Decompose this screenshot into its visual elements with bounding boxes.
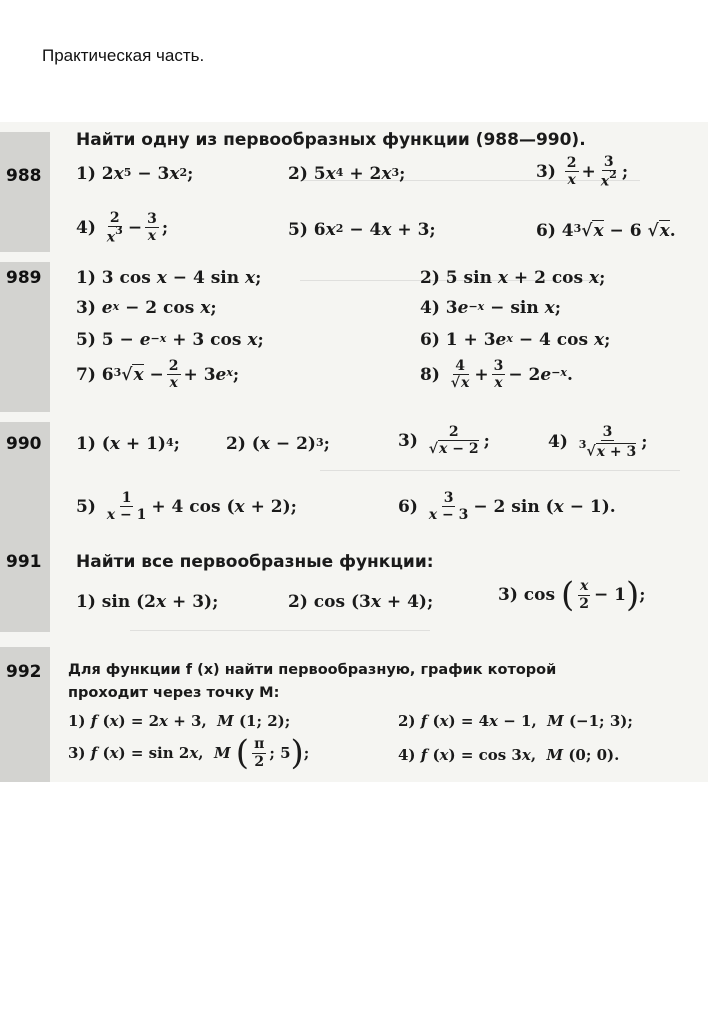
task-989-item-4: 4) 3 e $^{-x}$ − sin x ;	[420, 298, 562, 318]
task-992-item-4: 4) f ( x ) = cos 3 x , M (0; 0).	[398, 746, 620, 764]
page-heading: Практическая часть.	[42, 46, 205, 65]
task-988-item-2: 2) 5 x $^4$ + 2 x $^3$ ;	[288, 164, 406, 184]
task-988-item-6: 6) 4 $^3$ √ x − 6 √ x .	[536, 220, 676, 241]
task-991-item-1: 1) sin (2 x + 3);	[76, 592, 219, 612]
task-number-990: 990	[6, 434, 42, 454]
task-990-item-4: 4) $\frac{3}{^3√x + 3}$ ;	[548, 424, 648, 460]
bleed-through-4	[130, 622, 430, 631]
task-992-instruction-line1: Для функции f (x) найти первообразную, график которой	[68, 662, 557, 678]
task-988-instruction: Найти одну из первообразных функции (988—990).	[76, 130, 586, 150]
task-989-item-3: 3) e $^x$ − 2 cos x ;	[76, 298, 217, 318]
task-991-instruction: Найти все первообразные функции:	[76, 552, 434, 572]
task-991-item-2: 2) cos (3 x + 4);	[288, 592, 434, 612]
task-990-item-5: 5) $\frac{1}{x - 1}$ + 4 cos ( x + 2);	[76, 490, 297, 524]
task-989-item-1: 1) 3 cos x − 4 sin x ;	[76, 268, 262, 288]
task-990-item-1: 1) ( x + 1) $^4$ ;	[76, 434, 180, 454]
task-992-item-2: 2) f ( x ) = 4 x − 1, M (−1; 3);	[398, 712, 633, 730]
task-989-item-2: 2) 5 sin x + 2 cos x ;	[420, 268, 606, 288]
textbook-scan	[0, 122, 708, 782]
bleed-through-3	[320, 462, 680, 471]
task-988-item-3: 3) $\frac{2}{x}$ + $\frac{3}{x^2}$ ;	[536, 154, 629, 190]
task-990-item-2: 2) ( x − 2) $^3$ ;	[226, 434, 330, 454]
task-992-instruction-line2: проходит через точку M:	[68, 685, 280, 701]
task-990-item-3: 3) $\frac{2}{√x - 2}$ ;	[398, 424, 490, 458]
task-number-991: 991	[6, 552, 42, 572]
task-990-item-6: 6) $\frac{3}{x - 3}$ − 2 sin ( x − 1).	[398, 490, 616, 524]
task-992-item-3: 3) f ( x ) = sin 2 x , M ( $\frac{\pi}{2}$ ; 5 ) ;	[68, 733, 310, 773]
number-column-988	[0, 132, 50, 252]
task-number-989: 989	[6, 268, 42, 288]
task-989-item-8: 8) $\frac{4}{√x}$ + $\frac{3}{x}$ − 2 e $^{-x}$ .	[420, 358, 573, 392]
task-989-item-7: 7) 6 $^3$ √ x − $\frac{2}{x}$ + 3 e $^x$ ;	[76, 358, 240, 392]
task-988-item-5: 5) 6 x $^2$ − 4 x + 3;	[288, 220, 436, 240]
task-991-item-3: 3) cos ( $\frac{x}{2}$ − 1 ) ;	[498, 575, 646, 615]
task-number-992: 992	[6, 662, 42, 682]
task-989-item-6: 6) 1 + 3 e $^x$ − 4 cos x ;	[420, 330, 611, 350]
task-988-item-1: 1) 2 x $^5$ − 3 x $^2$ ;	[76, 164, 194, 184]
task-number-988: 988	[6, 166, 42, 186]
task-992-item-1: 1) f ( x ) = 2 x + 3, M (1; 2);	[68, 712, 291, 730]
task-988-item-4: 4) $\frac{2}{x^3}$ − $\frac{3}{x}$ ;	[76, 210, 169, 246]
task-989-item-5: 5) 5 − e $^{-x}$ + 3 cos x ;	[76, 330, 264, 350]
